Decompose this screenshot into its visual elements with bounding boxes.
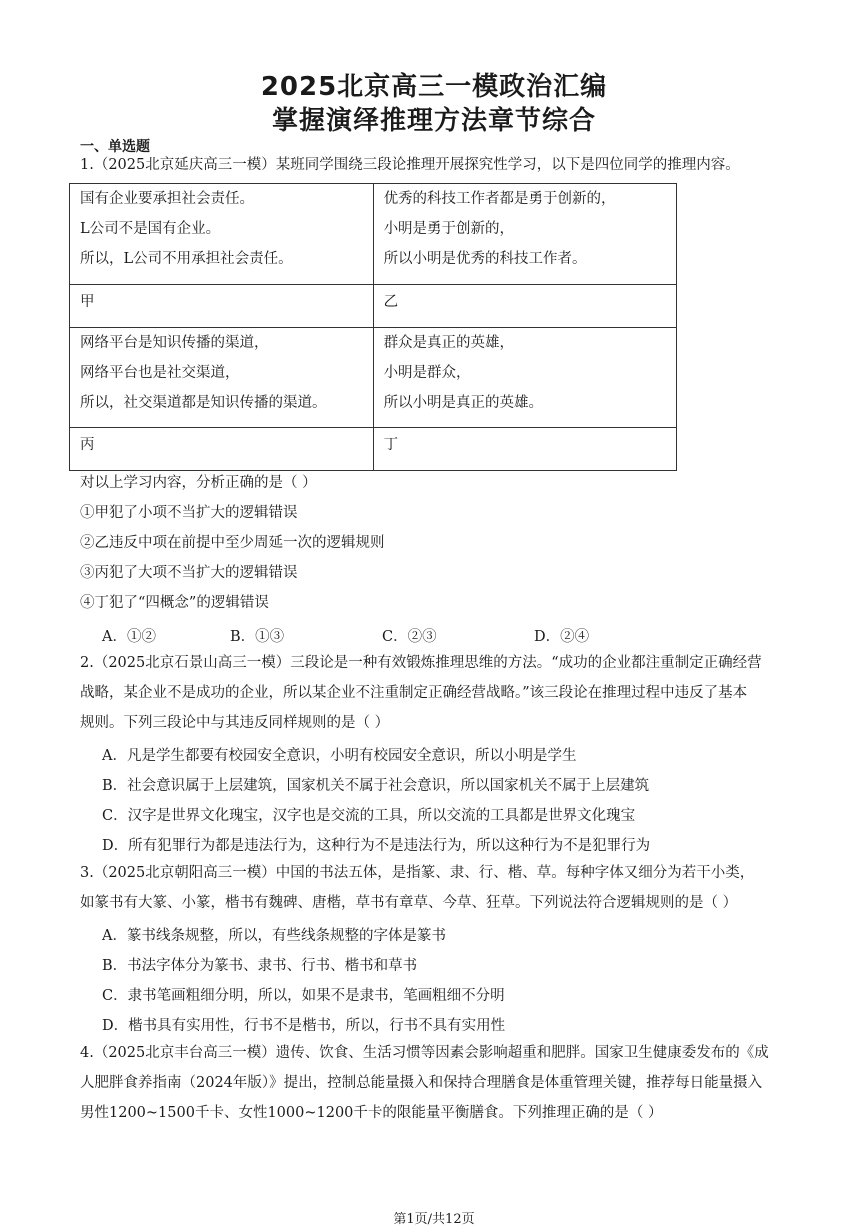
q2-stem-line: 2.（2025北京石景山高三一模）三段论是一种有效锻炼推理思维的方法。“成功的企业都注重制定正确经营 [80,655,762,671]
cell-line: 所以小明是优秀的科技工作者。 [383,251,587,267]
cell-line: 所以，L公司不用承担社会责任。 [80,251,293,267]
q1-stem: 1.（2025北京延庆高三一模）某班同学围绕三段论推理开展探究性学习，以下是四位同学的推理内容。 [80,157,740,173]
q1-ask: 对以上学习内容，分析正确的是（ ） [80,475,317,491]
cell-label-bing: 丙 [70,428,374,471]
q1-item: ④丁犯了“四概念”的逻辑错误 [80,595,269,611]
syllogism-table [69,183,677,471]
cell-line: 国有企业要承担社会责任。 [80,191,254,207]
q1-option-b[interactable]: B．①③ [230,629,285,645]
q3-stem-line: 如篆书有大篆、小篆，楷书有魏碑、唐楷，草书有章草、今草、狂草。下列说法符合逻辑规则的是（ ） [80,895,738,911]
section-heading: 一、单选题 [80,139,150,155]
cell-line: L公司不是国有企业。 [80,221,221,237]
cell-line: 优秀的科技工作者都是勇于创新的， [383,191,616,207]
page-footer: 第1页/共12页 [393,1212,475,1227]
q3-option-d[interactable]: D．楷书具有实用性，行书不是楷书，所以，行书不具有实用性 [102,1018,506,1034]
q2-stem-line: 战略，某企业不是成功的企业，所以某企业不注重制定正确经营战略。”该三段论在推理过程中违反了基本 [80,685,748,701]
q3-stem-line: 3.（2025北京朝阳高三一模）中国的书法五体，是指篆、隶、行、楷、草。每种字体又细分为若干小类， [80,865,755,881]
cell-line: 网络平台也是社交渠道， [80,365,240,381]
cell-ding-content [373,328,676,428]
q3-option-c[interactable]: C．隶书笔画粗细分明，所以，如果不是隶书，笔画粗细不分明 [102,988,505,1004]
cell-line: 所以，社交渠道都是知识传播的渠道。 [80,395,327,411]
q2-option-c[interactable]: C．汉字是世界文化瑰宝，汉字也是交流的工具，所以交流的工具都是世界文化瑰宝 [102,808,636,824]
q1-item: ①甲犯了小项不当扩大的逻辑错误 [80,505,298,521]
q1-option-c[interactable]: C．②③ [382,629,437,645]
q1-item: ③丙犯了大项不当扩大的逻辑错误 [80,565,298,581]
cell-line: 群众是真正的英雄， [383,335,515,351]
q2-option-d[interactable]: D．所有犯罪行为都是违法行为，这种行为不是违法行为，所以这种行为不是犯罪行为 [102,838,651,854]
cell-bing-content [70,328,374,428]
cell-line: 小明是群众， [383,365,471,381]
q1-option-a[interactable]: A．①② [102,629,156,645]
q4-stem-line: 4.（2025北京丰台高三一模）遗传、饮食、生活习惯等因素会影响超重和肥胖。国家卫生健康委发布的《成 [80,1045,769,1061]
q3-option-b[interactable]: B．书法字体分为篆书、隶书、行书、楷书和草书 [102,958,418,974]
cell-label-jia: 甲 [70,285,374,328]
q3-option-a[interactable]: A．篆书线条规整，所以，有些线条规整的字体是篆书 [102,928,446,944]
cell-label-ding: 丁 [373,428,676,471]
cell-line: 所以小明是真正的英雄。 [383,395,544,411]
q4-stem-line: 男性1200~1500千卡、女性1000~1200千卡的限能量平衡膳食。下列推理正确的是（ ） [80,1105,663,1121]
q1-item: ②乙违反中项在前提中至少周延一次的逻辑规则 [80,535,385,551]
cell-yi-content [373,184,676,285]
doc-title-line1: 2025北京高三一模政治汇编 [260,72,608,102]
doc-title-line2: 掌握演绎推理方法章节综合 [271,106,596,136]
q2-stem-line: 规则。下列三段论中与其违反同样规则的是（ ） [80,715,390,731]
cell-jia-content [70,184,374,285]
cell-line: 网络平台是知识传播的渠道， [80,335,269,351]
q4-stem-line: 人肥胖食养指南（2024年版）》提出，控制总能量摄入和保持合理膳食是体重管理关键，推荐每日能量摄入 [80,1075,763,1091]
cell-label-yi: 乙 [373,285,676,328]
q2-option-a[interactable]: A．凡是学生都要有校园安全意识，小明有校园安全意识，所以小明是学生 [102,748,577,764]
q1-option-d[interactable]: D．②④ [534,629,590,645]
cell-line: 小明是勇于创新的， [383,221,515,237]
q2-option-b[interactable]: B．社会意识属于上层建筑，国家机关不属于社会意识，所以国家机关不属于上层建筑 [102,778,650,794]
